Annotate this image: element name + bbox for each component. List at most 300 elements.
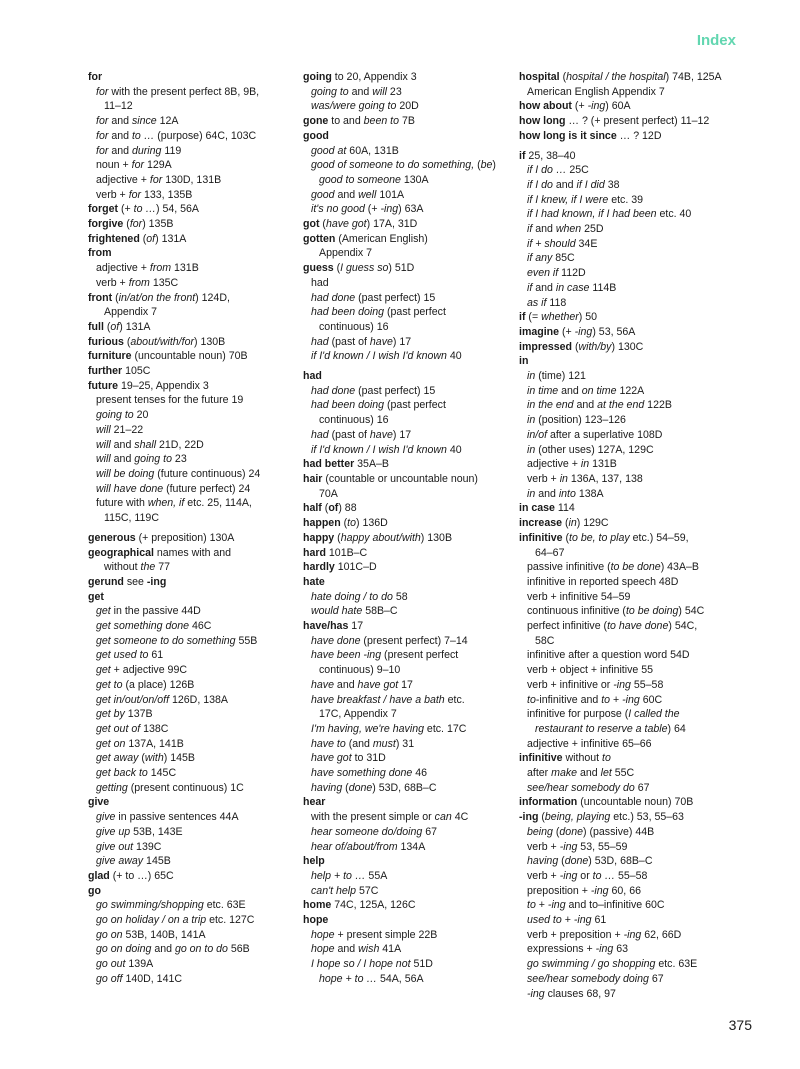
entry-text: + adjective 99C (110, 664, 187, 677)
entry-headword: how about (519, 100, 572, 113)
entry-example: at the end (597, 399, 645, 412)
entry-text: verb + object + infinitive 55 (527, 664, 654, 677)
entry-text: 12A (156, 115, 179, 128)
entry-example: have got (357, 678, 399, 691)
entry-example: getting (96, 781, 128, 794)
index-subentry (519, 369, 724, 384)
entry-text: and (110, 453, 135, 466)
index-subentry (303, 707, 508, 722)
entry-headword: hardly (303, 561, 335, 574)
entry-text: present tenses for the future 19 (96, 394, 244, 407)
index-subentry (88, 678, 293, 693)
entry-example: I called the (628, 708, 680, 721)
index-subentry (303, 663, 508, 678)
index-entry (303, 560, 508, 575)
entry-headword: hair (303, 472, 323, 485)
entry-text: (countable or uncountable noun) (322, 472, 478, 485)
entry-text: 145B (143, 855, 171, 868)
entry-text: and (535, 487, 559, 500)
entry-text: ) 131A (119, 320, 151, 333)
entry-example: for (96, 129, 109, 142)
entry-text: (future continuous) 24 (154, 467, 261, 480)
entry-example: go on (96, 928, 123, 941)
entry-text: 112D (558, 267, 586, 280)
entry-text: ( (138, 752, 145, 765)
index-entry (519, 531, 724, 546)
entry-text: 55–58 (630, 678, 664, 691)
entry-example: have been -ing (311, 649, 382, 662)
entry-text: (uncountable noun) 70B (577, 796, 694, 809)
index-subentry (303, 781, 508, 796)
entry-example: have (369, 335, 393, 348)
entry-text: 17 (398, 678, 413, 691)
index-subentry (303, 173, 508, 188)
index-subentry (303, 144, 508, 159)
index-entry (519, 516, 724, 531)
index-subentry (88, 482, 293, 497)
index-entry (303, 472, 508, 487)
entry-text: ( (558, 855, 565, 868)
index-subentry (519, 634, 724, 649)
entry-text: infinitive for purpose ( (527, 708, 629, 721)
entry-example: had done (311, 384, 356, 397)
entry-example: if I do … (527, 164, 567, 177)
entry-text: 105C (122, 365, 151, 378)
entry-text: 25, 38–40 (525, 149, 576, 162)
entry-text: ) 74B, 125A (665, 71, 722, 83)
entry-example: have got (325, 218, 367, 231)
entry-example: in (559, 472, 568, 485)
entry-headword: imagine (519, 325, 560, 338)
entry-text: ( (334, 531, 341, 544)
entry-example: to be done (610, 561, 661, 574)
entry-text: 67 (422, 825, 438, 838)
index-subentry (303, 291, 508, 306)
index-subentry (519, 898, 724, 913)
entry-text: verb + (527, 472, 560, 485)
index-entry (88, 232, 293, 247)
entry-headword: going (303, 71, 332, 83)
entry-headword: increase (519, 517, 562, 530)
entry-text: and (108, 144, 132, 157)
entry-text: 138C (140, 722, 169, 735)
index-subentry (303, 398, 508, 413)
index-header-title: Index (696, 32, 736, 49)
index-subentry (88, 452, 293, 467)
entry-text: 70A (319, 487, 338, 500)
entry-example: go off (96, 972, 123, 985)
entry-example: get in/out/on/off (96, 693, 170, 706)
entry-text: … ? (+ present perfect) 11–12 (565, 115, 710, 128)
entry-text: ( (474, 159, 481, 172)
index-subentry (88, 393, 293, 408)
entry-example: will (372, 85, 387, 98)
entry-headword: hear (303, 796, 326, 809)
entry-example: go on to do (174, 943, 228, 956)
entry-example: as if (527, 296, 547, 309)
index-subentry (519, 840, 724, 855)
entry-text: 139A (125, 958, 154, 971)
entry-text: names with and (153, 546, 232, 559)
entry-text: ( (103, 320, 111, 333)
index-entry (88, 531, 293, 546)
entry-text: verb + preposition + (527, 928, 624, 941)
entry-text: + (610, 693, 623, 706)
entry-text: ) (passive) 44B (582, 825, 655, 838)
index-entry (88, 869, 293, 884)
index-subentry (303, 487, 508, 502)
entry-text: 119 (161, 144, 182, 157)
entry-text: 114B (589, 281, 617, 294)
index-subentry (519, 884, 724, 899)
entry-example: -ing (587, 100, 606, 113)
entry-headword: of (328, 502, 339, 515)
entry-text: etc. 39 (608, 193, 643, 206)
entry-example: I guess so (340, 262, 389, 275)
entry-text: and (348, 85, 373, 98)
index-entry (519, 310, 724, 325)
entry-text: to and (328, 115, 364, 128)
entry-headword: hope (303, 914, 329, 927)
entry-example: to (601, 693, 611, 706)
entry-example: if (527, 223, 533, 236)
entry-headword: front (88, 291, 113, 304)
entry-headword: -ing (146, 575, 167, 588)
entry-text: ) 130C (611, 340, 644, 353)
entry-headword: impressed (519, 340, 572, 353)
index-entry (88, 349, 293, 364)
entry-text: 122B (644, 399, 672, 412)
entry-text: without (562, 752, 603, 765)
entry-text: 17 (348, 620, 364, 633)
index-subentry (88, 840, 293, 855)
entry-text: 131B (171, 262, 199, 275)
entry-text: 40 (446, 443, 462, 456)
entry-text: etc. (444, 693, 465, 706)
entry-text: (= (525, 311, 542, 324)
entry-example: for (128, 188, 142, 201)
entry-example: go swimming / go shopping (527, 958, 656, 971)
entry-example: for (131, 159, 145, 172)
index-subentry (88, 438, 293, 453)
entry-example: in case (555, 281, 590, 294)
entry-text: 137B (124, 708, 153, 721)
entry-text: 55C (611, 767, 635, 780)
entry-example: go on holiday / on a trip (96, 914, 207, 927)
index-entry (303, 232, 508, 247)
entry-text: ) 136D (356, 517, 388, 530)
entry-example: get on (96, 737, 126, 750)
entry-example: in (527, 414, 536, 427)
entry-text: Appendix 7 (104, 306, 158, 319)
index-subentry (303, 85, 508, 100)
index-subentry (519, 251, 724, 266)
entry-text: 130A (400, 173, 429, 186)
index-subentry (519, 398, 724, 413)
entry-example: -ing (527, 987, 545, 1000)
index-subentry (519, 766, 724, 781)
entry-text: (past perfect) 15 (355, 384, 436, 397)
index-subentry (303, 884, 508, 899)
entry-example: in time (527, 384, 559, 397)
entry-text: verb + (96, 188, 129, 201)
entry-text: + present simple 22B (334, 928, 438, 941)
entry-text: ) 17 (392, 335, 412, 348)
index-subentry (88, 693, 293, 708)
entry-example: hope (311, 928, 335, 941)
entry-text: infinitive after a question word 54D (527, 649, 690, 662)
index-subentry (519, 237, 724, 252)
index-subentry (303, 246, 508, 261)
entry-text: in the passive 44D (110, 605, 201, 618)
index-subentry (519, 987, 724, 1002)
entry-text: (past perfect) 15 (355, 291, 436, 304)
entry-text: adjective + (96, 262, 150, 275)
entry-headword: gerund (88, 575, 124, 588)
entry-example: get by (96, 708, 125, 721)
entry-text: and (108, 129, 132, 142)
index-subentry (88, 114, 293, 129)
entry-text: + (535, 899, 548, 912)
entry-example: for (96, 85, 109, 98)
entry-example: had been doing (311, 399, 385, 412)
index-subentry (519, 663, 724, 678)
entry-example: would hate (311, 605, 363, 618)
entry-example: to (527, 899, 536, 912)
entry-example: hate doing / to do (311, 590, 393, 603)
index-subentry (88, 423, 293, 438)
index-column-3 (519, 70, 724, 1001)
entry-text: ) 54, 56A (156, 203, 199, 216)
entry-text: (+ (364, 203, 381, 216)
index-subentry (519, 487, 724, 502)
entry-example: good (311, 188, 335, 201)
entry-text: ) 130B (420, 531, 453, 544)
entry-example: good of someone to do something, (311, 159, 475, 172)
index-entry (88, 70, 293, 85)
entry-example: done (559, 825, 583, 838)
entry-text: ) (492, 159, 496, 172)
entry-text: 135C (149, 276, 179, 289)
entry-example: -ing (547, 899, 566, 912)
entry-example: when (555, 223, 582, 236)
entry-example: had (311, 335, 329, 348)
entry-example: get to (96, 678, 123, 691)
entry-example: get back to (96, 767, 148, 780)
entry-example: with (144, 752, 164, 765)
entry-text: 21D, 22D (156, 438, 204, 451)
entry-example: get (96, 605, 111, 618)
entry-headword: happen (303, 517, 341, 530)
entry-headword: furniture (88, 350, 132, 363)
entry-text: etc.) 54–59, (629, 531, 689, 544)
entry-text: verb + infinitive 54–59 (527, 590, 631, 603)
entry-text: 55–58 (615, 869, 648, 882)
entry-example: going to (134, 453, 172, 466)
entry-example: get out of (96, 722, 141, 735)
entry-text: had (311, 276, 329, 289)
entry-example: -ing (573, 914, 592, 927)
entry-text: 74C, 125A, 126C (331, 899, 416, 912)
entry-text: (past perfect (384, 399, 446, 412)
entry-example: to (527, 693, 536, 706)
entry-example: having (527, 855, 559, 868)
index-subentry (519, 193, 724, 208)
index-subentry (88, 261, 293, 276)
entry-example: from (128, 276, 150, 289)
index-subentry (303, 928, 508, 943)
entry-headword: frightened (88, 232, 140, 245)
index-subentry (303, 634, 508, 649)
index-subentry (88, 766, 293, 781)
entry-text: ( (562, 531, 570, 544)
index-entry (88, 379, 293, 394)
index-subentry (303, 305, 508, 320)
index-subentry (88, 972, 293, 987)
index-subentry (519, 207, 724, 222)
entry-text: ( (552, 825, 560, 838)
entry-example: will have done (96, 482, 164, 495)
index-subentry (519, 163, 724, 178)
entry-text: 38 (604, 178, 620, 191)
entry-text: and (110, 438, 135, 451)
entry-example: -ing (380, 203, 399, 216)
entry-example: have (311, 678, 334, 691)
index-subentry (88, 751, 293, 766)
index-entry (519, 114, 724, 129)
index-entry (303, 854, 508, 869)
index-subentry (519, 928, 724, 943)
entry-example: going to (311, 85, 349, 98)
entry-text: and (573, 399, 598, 412)
index-subentry (303, 840, 508, 855)
index-subentry (303, 443, 508, 458)
index-entry (303, 575, 508, 590)
index-subentry (303, 320, 508, 335)
index-subentry (303, 810, 508, 825)
entry-example: can't help (311, 884, 357, 897)
index-subentry (303, 737, 508, 752)
index-subentry (88, 511, 293, 526)
entry-example: -ing (595, 943, 614, 956)
entry-headword: got (303, 218, 320, 231)
entry-text: continuous) 16 (319, 414, 389, 427)
entry-text: ) 17 (392, 428, 412, 441)
entry-example: go swimming/shopping (96, 899, 204, 912)
entry-example: I hope so / I hope not (311, 958, 411, 971)
entry-example: if I knew, if I were (527, 193, 609, 206)
entry-text: ) 129C (576, 517, 609, 530)
entry-text: (time) 121 (535, 370, 586, 383)
index-subentry (303, 276, 508, 291)
entry-example: in/of (527, 428, 548, 441)
index-subentry (519, 428, 724, 443)
entry-text: 34E (575, 237, 598, 250)
entry-example: if I had known, if I had been (527, 208, 657, 221)
entry-example: let (600, 767, 612, 780)
index-subentry (303, 384, 508, 399)
index-subentry (519, 678, 724, 693)
entry-headword: -ing (519, 811, 539, 824)
entry-example: for (96, 144, 109, 157)
entry-example: to have done (607, 620, 669, 633)
entry-headword: help (303, 855, 325, 868)
entry-example: from (149, 262, 172, 275)
entry-text: to 20, Appendix 3 (331, 71, 417, 83)
index-entry (519, 501, 724, 516)
entry-text: ( (340, 517, 348, 530)
index-subentry (88, 957, 293, 972)
entry-example: been to (363, 115, 400, 128)
entry-text: and (108, 115, 132, 128)
entry-text: continuous) 16 (319, 320, 389, 333)
entry-text: (past perfect (384, 306, 446, 319)
entry-text: and (334, 188, 359, 201)
entry-headword: furious (88, 335, 124, 348)
entry-text: (+ (118, 203, 134, 216)
entry-text: ) 54C (678, 605, 705, 618)
entry-text: see (123, 575, 147, 588)
entry-example: it's no good (311, 203, 365, 216)
entry-example: whether (541, 311, 579, 324)
index-subentry (303, 972, 508, 987)
entry-text: 54A, 56A (377, 972, 424, 985)
entry-example: -ing (590, 884, 609, 897)
entry-text: etc. 63E (203, 899, 246, 912)
entry-headword: forget (88, 203, 119, 216)
entry-text: 46C (189, 620, 212, 633)
entry-example: good to someone (319, 173, 401, 186)
entry-text: ( (139, 232, 147, 245)
entry-text: 134A (397, 840, 426, 853)
entry-example: to be doing (625, 605, 679, 618)
entry-text: passive infinitive ( (527, 561, 611, 574)
entry-text: (other uses) 127A, 129C (535, 443, 654, 456)
entry-text: etc.) 53, 55–63 (610, 811, 684, 824)
entry-text: ) 145B (163, 752, 195, 765)
index-entry (88, 335, 293, 350)
entry-text: to 31D (351, 752, 386, 765)
entry-text: 115C, 119C (104, 512, 159, 525)
entry-text: 118 (546, 296, 567, 309)
entry-example: will (96, 453, 111, 466)
entry-text: 17C, Appendix 7 (319, 708, 397, 721)
entry-text: 58B–C (362, 605, 398, 618)
entry-text: 139C (133, 840, 162, 853)
entry-text: ( (333, 262, 341, 275)
index-subentry (88, 619, 293, 634)
entry-example: restaurant to reserve a table (535, 722, 668, 735)
entry-example: about/with/for (130, 335, 194, 348)
index-subentry (519, 85, 724, 100)
entry-example: for (149, 173, 163, 186)
entry-text: ) 64 (667, 722, 686, 735)
entry-example: during (131, 144, 162, 157)
entry-text: (+ (571, 100, 588, 113)
index-subentry (303, 335, 508, 350)
entry-text: 126D, 138A (169, 693, 228, 706)
entry-text: etc. 127C (206, 914, 255, 927)
entry-text: verb + infinitive or (527, 678, 614, 691)
index-subentry (88, 85, 293, 100)
index-subentry (88, 560, 293, 575)
entry-text: ) 53, 56A (592, 325, 636, 338)
index-subentry (519, 443, 724, 458)
entry-text: ) 131A (155, 232, 187, 245)
entry-example: get away (96, 752, 139, 765)
index-subentry (303, 188, 508, 203)
entry-text: ( (342, 781, 349, 794)
